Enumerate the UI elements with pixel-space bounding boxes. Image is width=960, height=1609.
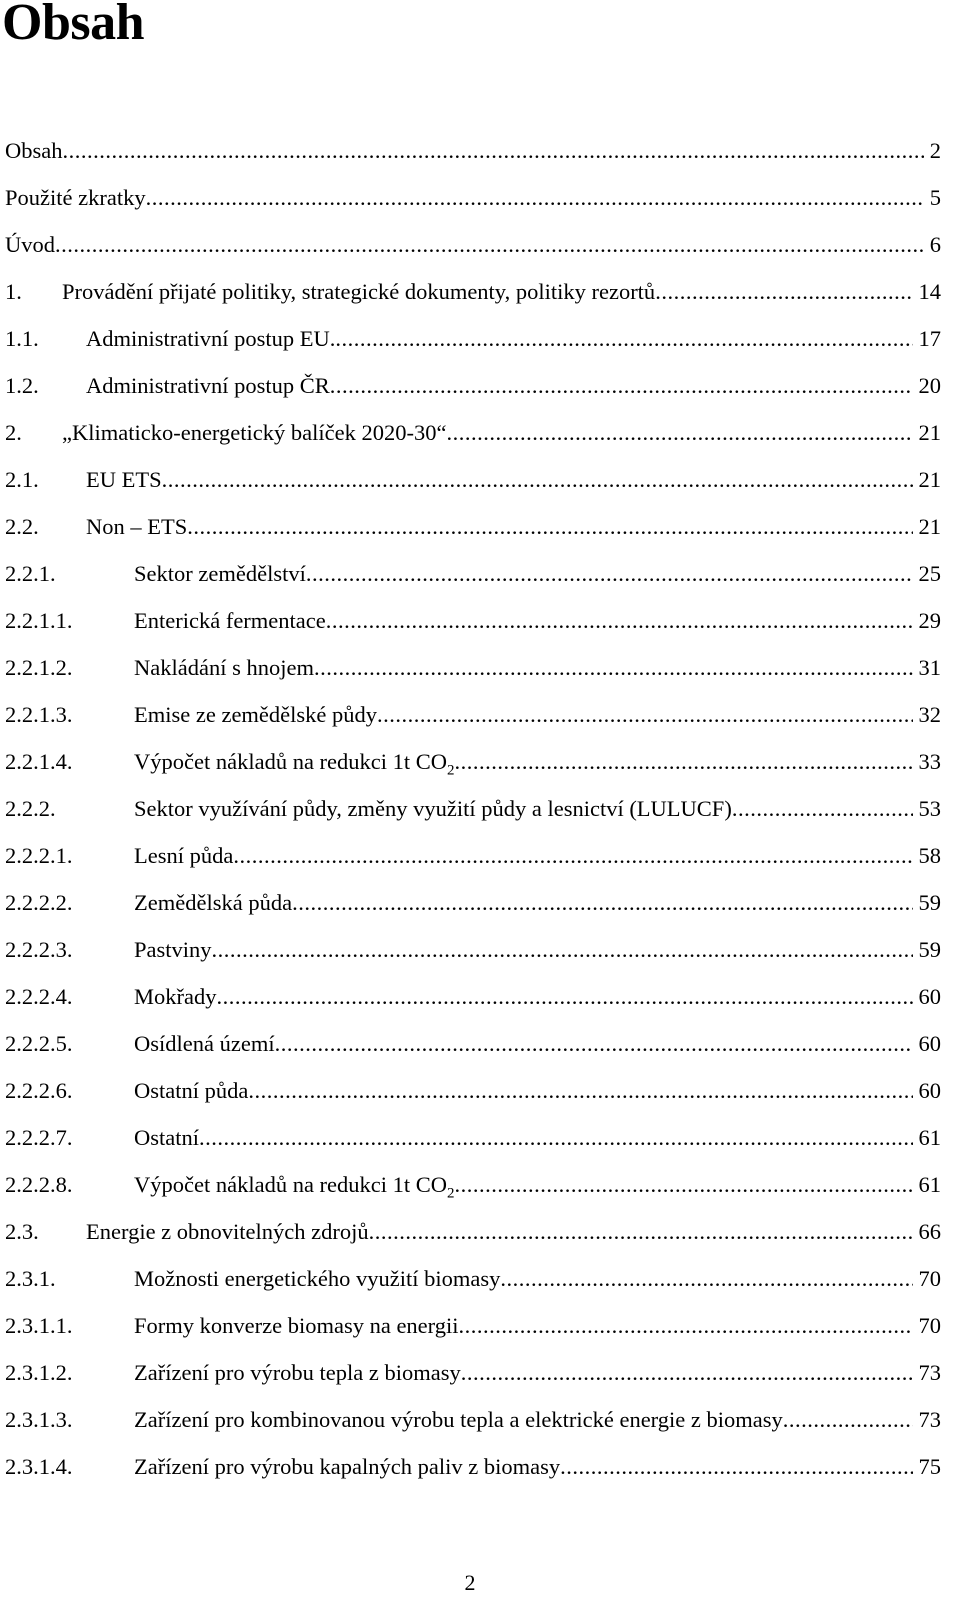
toc-entry-label <box>134 1071 248 1111</box>
toc-leader-dots <box>369 1212 913 1252</box>
toc-entry-number: 2.2.1.2. <box>5 648 73 688</box>
toc-entry-label-text: Sektor zemědělství <box>134 561 306 586</box>
toc-entry-label <box>134 695 377 735</box>
toc-leader-dots <box>292 883 912 923</box>
toc-entry-number: 2.3.1.4. <box>5 1447 73 1487</box>
toc-entry-label <box>134 601 326 641</box>
toc-leader-dots <box>314 648 913 688</box>
toc-leader-dots <box>326 601 913 641</box>
toc-entry-label <box>134 977 217 1017</box>
toc-entry[interactable] <box>5 789 941 836</box>
toc-entry-label-text: Administrativní postup ČR <box>86 373 330 398</box>
toc-entry[interactable] <box>5 883 941 930</box>
toc-leader-dots <box>146 178 924 218</box>
toc-leader-dots <box>330 366 913 406</box>
toc-entry[interactable] <box>5 554 941 601</box>
toc-entry-number: 2.2.2.2. <box>5 883 73 923</box>
toc-entry-page: 33 <box>918 749 941 774</box>
toc-entry-label-text: Provádění přijaté politiky, strategické dokumenty, politiky rezortů <box>62 279 656 304</box>
toc-entry-number: 2.2.1. <box>5 554 56 594</box>
table-of-contents <box>5 131 941 1494</box>
toc-entry[interactable] <box>5 1071 941 1118</box>
toc-entry-label-text: Výpočet nákladů na redukci 1t CO <box>134 1172 448 1197</box>
toc-entry-page: 29 <box>918 608 941 633</box>
toc-entry-label-text: Úvod <box>5 232 55 257</box>
toc-entry-label-text: Zemědělská půda <box>134 890 293 915</box>
toc-entry-label <box>86 507 187 547</box>
toc-entry-page: 31 <box>918 655 941 680</box>
toc-leader-dots <box>248 1071 912 1111</box>
toc-entry-page: 20 <box>918 373 941 398</box>
toc-entry-label <box>5 225 55 265</box>
toc-entry-page: 5 <box>929 185 941 210</box>
toc-entry-subscript: 2 <box>447 1185 455 1202</box>
toc-entry-number: 2.3.1.1. <box>5 1306 73 1346</box>
toc-leader-dots <box>560 1447 912 1487</box>
toc-entry[interactable] <box>5 272 941 319</box>
toc-entry-label-text: Možnosti energetického využití biomasy <box>134 1266 501 1291</box>
toc-entry-page: 70 <box>918 1266 941 1291</box>
toc-entry-number: 1.2. <box>5 366 39 406</box>
page-number: 2 <box>464 1570 476 1595</box>
toc-entry-label-text: Formy konverze biomasy na energii <box>134 1313 459 1338</box>
toc-entry-label <box>134 1353 461 1393</box>
toc-entry-label <box>134 836 233 876</box>
toc-entry-label <box>134 1447 560 1487</box>
toc-entry-label <box>86 460 162 500</box>
toc-entry-page: 75 <box>918 1454 941 1479</box>
toc-entry-number: 2.3.1.3. <box>5 1400 73 1440</box>
toc-entry-number: 2.3.1.2. <box>5 1353 73 1393</box>
toc-entry-label-text: Mokřady <box>134 984 217 1009</box>
toc-entry-page: 21 <box>918 514 941 539</box>
toc-entry-number: 2.2.2.3. <box>5 930 73 970</box>
toc-leader-dots <box>377 695 912 735</box>
toc-entry-page: 6 <box>929 232 941 257</box>
toc-entry[interactable] <box>5 977 941 1024</box>
toc-entry-page: 70 <box>918 1313 941 1338</box>
toc-entry-number: 2.1. <box>5 460 39 500</box>
toc-entry[interactable] <box>5 1118 941 1165</box>
toc-entry-number: 2.2.2.7. <box>5 1118 73 1158</box>
toc-entry-page: 58 <box>918 843 941 868</box>
toc-entry-label-text: Administrativní postup EU. <box>86 326 336 351</box>
toc-entry[interactable] <box>5 1259 941 1306</box>
toc-leader-dots <box>212 930 913 970</box>
toc-leader-dots <box>446 413 912 453</box>
toc-entry-number: 2. <box>5 413 22 453</box>
toc-entry-label <box>86 1212 369 1252</box>
toc-entry[interactable] <box>5 413 941 460</box>
toc-leader-dots <box>455 1165 913 1205</box>
toc-entry[interactable] <box>5 1165 941 1212</box>
toc-entry-number: 2.2.1.3. <box>5 695 73 735</box>
toc-entry-page: 32 <box>918 702 941 727</box>
toc-entry[interactable] <box>5 460 941 507</box>
toc-leader-dots <box>217 977 913 1017</box>
toc-entry-label-text: Výpočet nákladů na redukci 1t CO <box>134 749 448 774</box>
toc-entry[interactable] <box>5 1447 941 1494</box>
toc-entry[interactable] <box>5 225 941 272</box>
toc-entry[interactable] <box>5 507 941 554</box>
toc-leader-dots <box>162 460 913 500</box>
toc-entry-label-text: Pastviny <box>134 937 212 962</box>
toc-entry-label-text: Osídlená území <box>134 1031 275 1056</box>
toc-leader-dots <box>199 1118 913 1158</box>
toc-leader-dots <box>500 1259 912 1299</box>
toc-leader-dots <box>732 789 913 829</box>
toc-entry-number: 2.3. <box>5 1212 39 1252</box>
toc-entry[interactable] <box>5 319 941 366</box>
toc-entry-label-text: Zařízení pro kombinovanou výrobu tepla a elektrické energie z biomasy <box>134 1407 783 1432</box>
toc-entry-label <box>5 178 146 218</box>
toc-entry-label <box>134 1024 275 1064</box>
toc-entry-number: 2.2.2. <box>5 789 56 829</box>
toc-entry-label <box>134 554 306 594</box>
toc-entry-number: 2.2.2.5. <box>5 1024 73 1064</box>
toc-leader-dots <box>275 1024 913 1064</box>
toc-entry-page: 73 <box>918 1407 941 1432</box>
toc-entry-label-text: Nakládání s hnojem <box>134 655 314 680</box>
toc-entry-page: 61 <box>918 1125 941 1150</box>
toc-leader-dots <box>187 507 912 547</box>
toc-entry[interactable] <box>5 648 941 695</box>
page-title: Obsah <box>2 0 145 51</box>
toc-entry[interactable] <box>5 131 941 178</box>
toc-entry-number: 2.2. <box>5 507 39 547</box>
toc-entry[interactable] <box>5 695 941 742</box>
toc-entry[interactable] <box>5 1024 941 1071</box>
toc-entry-label <box>62 272 655 312</box>
toc-entry-number: 2.2.2.1. <box>5 836 73 876</box>
toc-leader-dots <box>459 1306 913 1346</box>
toc-entry-page: 21 <box>918 467 941 492</box>
toc-entry-label-text: Non – ETS <box>86 514 188 539</box>
toc-entry-label <box>134 789 732 829</box>
toc-leader-dots <box>783 1400 913 1440</box>
toc-leader-dots <box>233 836 912 876</box>
toc-entry-page: 25 <box>918 561 941 586</box>
toc-entry-page: 59 <box>918 937 941 962</box>
toc-entry[interactable] <box>5 601 941 648</box>
toc-entry[interactable] <box>5 1400 941 1447</box>
toc-leader-dots <box>55 225 924 265</box>
toc-entry-label-text: Ostatní <box>134 1125 199 1150</box>
toc-entry-label <box>134 1118 199 1158</box>
toc-entry-page: 59 <box>918 890 941 915</box>
toc-entry[interactable] <box>5 178 941 225</box>
toc-entry-label <box>134 742 455 782</box>
toc-leader-dots <box>455 742 913 782</box>
toc-entry-page: 2 <box>929 138 941 163</box>
toc-entry-page: 14 <box>918 279 941 304</box>
toc-entry-label-text: Sektor využívání půdy, změny využití půdy a lesnictví (LULUCF) <box>134 796 732 821</box>
toc-entry-label-text: Energie z obnovitelných zdrojů <box>86 1219 369 1244</box>
toc-entry-number: 2.2.1.4. <box>5 742 73 782</box>
toc-entry-number: 2.3.1. <box>5 1259 56 1299</box>
toc-entry-number: 2.2.2.8. <box>5 1165 73 1205</box>
toc-entry-page: 60 <box>918 1031 941 1056</box>
toc-entry-page: 60 <box>918 984 941 1009</box>
toc-entry-number: 2.2.1.1. <box>5 601 73 641</box>
toc-entry-number: 1.1. <box>5 319 39 359</box>
toc-entry-label <box>134 648 314 688</box>
toc-entry-label-text: Zařízení pro výrobu tepla z biomasy <box>134 1360 461 1385</box>
toc-entry[interactable] <box>5 1353 941 1400</box>
toc-entry-label-text: EU ETS <box>86 467 162 492</box>
toc-entry-label-text: „Klimaticko-energetický balíček 2020-30“ <box>62 420 447 445</box>
toc-entry[interactable] <box>5 1306 941 1353</box>
toc-leader-dots <box>335 319 912 359</box>
toc-entry-page: 61 <box>918 1172 941 1197</box>
toc-entry-label <box>134 883 292 923</box>
toc-entry-label-text: Obsah <box>5 138 63 163</box>
toc-entry-label <box>134 1400 783 1440</box>
toc-leader-dots <box>655 272 912 312</box>
toc-entry-label-text: Enterická fermentace <box>134 608 326 633</box>
toc-entry-label-text: Použité zkratky <box>5 185 146 210</box>
toc-entry-number: 1. <box>5 272 22 312</box>
toc-entry-page: 60 <box>918 1078 941 1103</box>
toc-entry-label <box>5 131 63 171</box>
toc-entry-label <box>134 1259 500 1299</box>
toc-entry-page: 17 <box>918 326 941 351</box>
toc-entry-number: 2.2.2.6. <box>5 1071 73 1111</box>
toc-entry-label <box>134 930 212 970</box>
toc-entry-label-text: Emise ze zemědělské půdy <box>134 702 378 727</box>
toc-entry[interactable] <box>5 930 941 977</box>
toc-entry-page: 21 <box>918 420 941 445</box>
toc-entry[interactable] <box>5 1212 941 1259</box>
toc-entry-page: 66 <box>918 1219 941 1244</box>
toc-entry-label-text: Ostatní půda <box>134 1078 249 1103</box>
toc-entry-label <box>134 1165 455 1205</box>
toc-leader-dots <box>461 1353 913 1393</box>
toc-entry-label-text: Lesní půda <box>134 843 234 868</box>
toc-entry-label <box>62 413 446 453</box>
toc-entry-page: 53 <box>918 796 941 821</box>
toc-entry-label <box>86 366 330 406</box>
toc-entry[interactable] <box>5 836 941 883</box>
toc-entry-label <box>134 1306 459 1346</box>
toc-leader-dots <box>306 554 913 594</box>
toc-entry-label-text: Zařízení pro výrobu kapalných paliv z biomasy <box>134 1454 561 1479</box>
toc-entry-page: 73 <box>918 1360 941 1385</box>
toc-entry-subscript: 2 <box>447 762 455 779</box>
toc-entry[interactable] <box>5 742 941 789</box>
toc-leader-dots <box>63 131 924 171</box>
toc-entry-number: 2.2.2.4. <box>5 977 73 1017</box>
toc-entry[interactable] <box>5 366 941 413</box>
toc-entry-label <box>86 319 335 359</box>
